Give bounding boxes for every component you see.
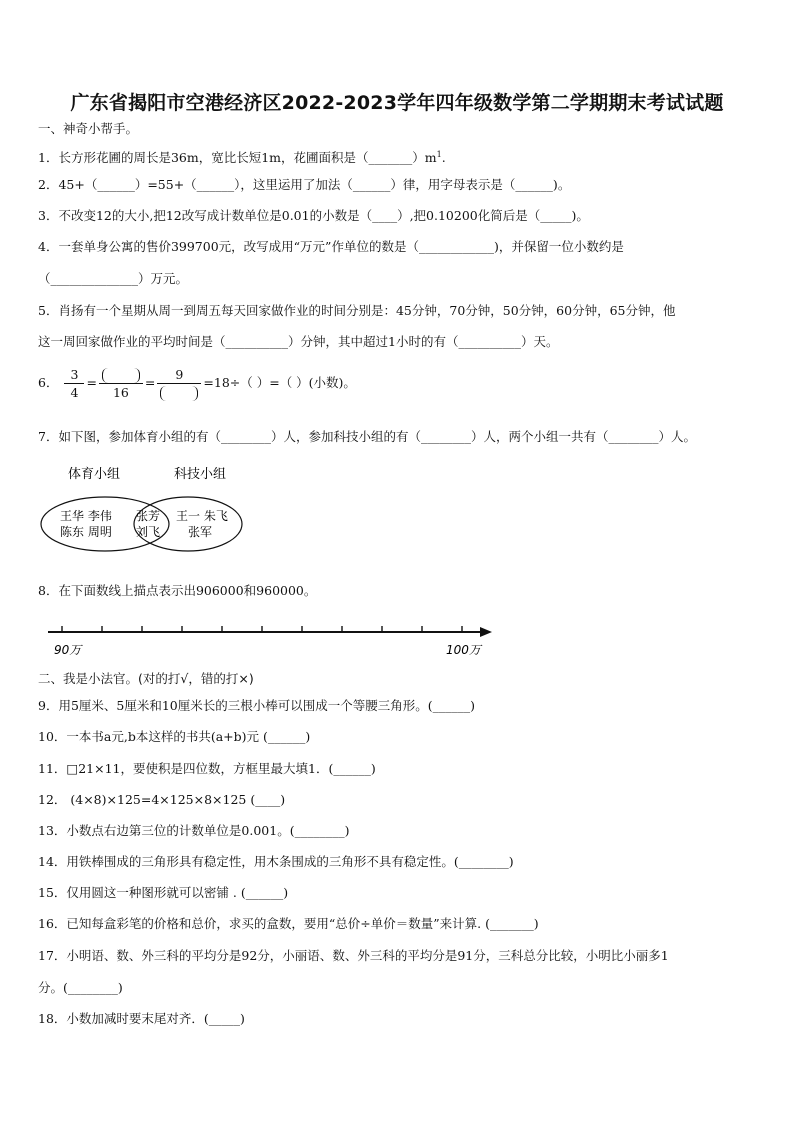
- question-6-label: 6．: [38, 375, 59, 390]
- question-13: 13．小数点右边第三位的计数单位是0.001。(________): [38, 823, 350, 838]
- venn-right-label: 科技小组: [174, 467, 227, 482]
- question-15: 15．仅用圆这一种图形就可以密铺 . (______): [38, 885, 289, 900]
- venn-middle-names-row-1: 张芳: [136, 509, 161, 523]
- fraction-blank-16: [99, 366, 143, 401]
- question-5-line-1: 5．肖扬有一个星期从周一到周五每天回家做作业的时间分别是：45分钟，70分钟，50分钟，60分钟，65分钟，他: [38, 303, 676, 318]
- fraction-numerator: 9: [157, 366, 201, 384]
- question-16: 16．已知每盒彩笔的价格和总价，求买的盒数，要用“总价÷单价＝数量”来计算. (_______): [38, 916, 539, 931]
- equals-sign: =: [144, 375, 156, 390]
- number-line-arrow: [480, 627, 492, 637]
- question-2: 2．45+（______）=55+（______），这里运用了加法（______）律，用字母表示是（______)。: [38, 177, 571, 192]
- fraction-9-blank: [157, 366, 201, 401]
- question-4-line-1: 4．一套单身公寓的售价399700元，改写成用“万元”作单位的数是（____________)，并保留一位小数约是: [38, 239, 624, 254]
- question-7: 7．如下图，参加体育小组的有（________）人，参加科技小组的有（________）人，两个小组一共有（________）人。: [38, 429, 696, 444]
- page-title: 广东省揭阳市空港经济区2022-2023学年四年级数学第二学期期末考试试题: [70, 92, 724, 114]
- number-line-start-label: 90万: [54, 643, 82, 657]
- number-line: [42, 612, 498, 662]
- fraction-denominator: 4: [70, 385, 79, 400]
- venn-left-names-row-1: 王华 李伟: [60, 509, 112, 523]
- question-6-rest: =18÷（ ）=（ ）(小数)。: [203, 375, 356, 390]
- section-heading-2: 二、我是小法官。(对的打√，错的打×): [38, 671, 254, 686]
- equals-sign: =: [86, 375, 97, 390]
- question-14: 14．用铁棒围成的三角形具有稳定性，用木条围成的三角形不具有稳定性。(________): [38, 854, 514, 869]
- question-1-text: 1．长方形花圃的周长是36m，宽比长短1m，花圃面积是（_______）m: [38, 150, 437, 166]
- venn-right-ellipse: [134, 497, 242, 551]
- question-8: 8．在下面数线上描点表示出906000和960000。: [38, 583, 317, 598]
- question-1-end: .: [441, 150, 446, 166]
- question-9: 9．用5厘米、5厘米和10厘米长的三根小棒可以围成一个等腰三角形。(______): [38, 698, 476, 713]
- question-1: [38, 146, 446, 167]
- question-3: 3．不改变12的大小,把12改写成计数单位是0.01的小数是（____）,把0.10200化简后是（_____)。: [38, 208, 589, 223]
- question-18: 18．小数加减时要末尾对齐．(_____): [38, 1011, 245, 1026]
- venn-right-names-row-1: 王一 朱飞: [176, 509, 228, 523]
- fraction-numerator-blank: [99, 366, 143, 384]
- venn-diagram: [38, 462, 248, 562]
- question-12: 12． (4×8)×125=4×125×8×125 (____): [38, 792, 286, 807]
- fraction-denominator-blank: [157, 384, 201, 401]
- question-5-line-2: 这一周回家做作业的平均时间是（__________）分钟，其中超过1小时的有（__________）天。: [38, 334, 559, 349]
- section-heading-1: 一、神奇小帮手。: [38, 121, 139, 136]
- venn-middle-names-row-2: 刘飞: [136, 525, 161, 539]
- number-line-end-label: 100万: [446, 643, 481, 657]
- fraction-3-4: [64, 366, 84, 401]
- question-10: 10．一本书a元,b本这样的书共(a+b)元 (______): [38, 729, 311, 744]
- question-11: 11．□21×11，要使积是四位数，方框里最大填1．(______): [38, 761, 376, 776]
- question-1-exponent: 1: [436, 150, 442, 159]
- question-6: [38, 366, 356, 401]
- question-17-line-1: 17．小明语、数、外三科的平均分是92分，小丽语、数、外三科的平均分是91分，三科总分比较，小明比小丽多1: [38, 948, 669, 963]
- fraction-denominator: 16: [112, 385, 129, 400]
- question-4-line-2: （______________）万元。: [38, 271, 189, 286]
- venn-right-names-row-2: 张军: [188, 525, 213, 539]
- venn-left-label: 体育小组: [68, 467, 121, 482]
- fraction-numerator: 3: [64, 366, 84, 384]
- venn-left-names-row-2: 陈东 周明: [60, 525, 112, 539]
- question-17-line-2: 分。(________): [38, 980, 123, 995]
